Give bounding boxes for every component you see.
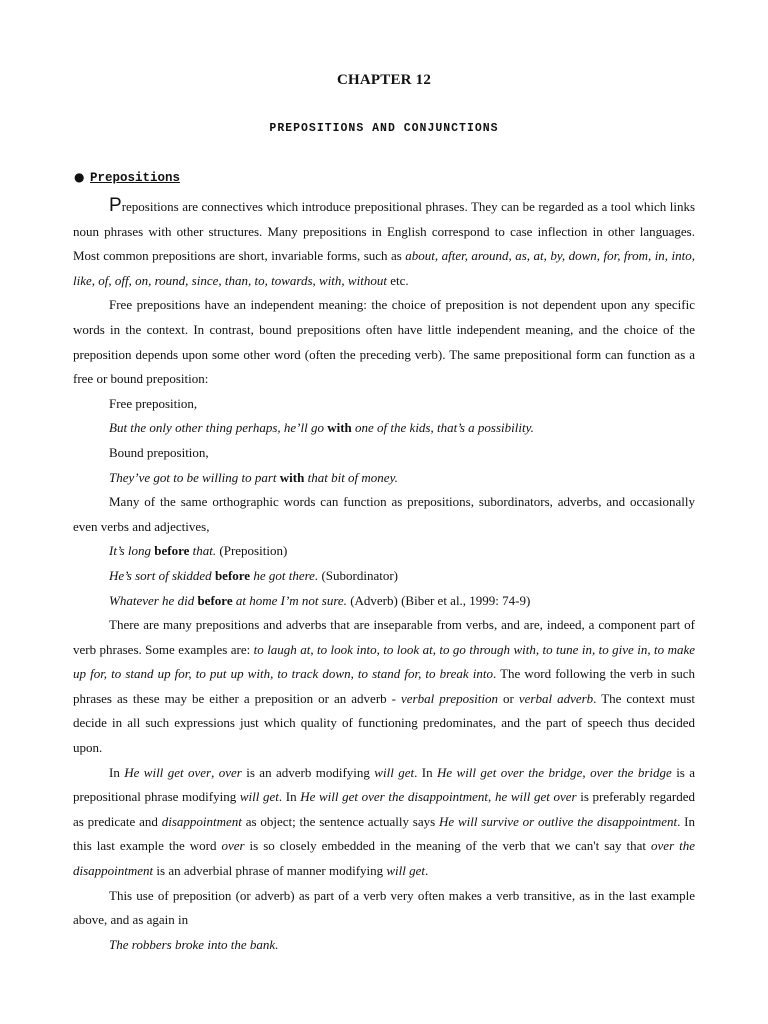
italic-term: will get	[239, 789, 279, 805]
example-adverb	[73, 589, 695, 614]
example-keyword: with	[279, 469, 305, 485]
paragraph-text: . The context must decide in all such expressions just which quality of functioning predominates, and the part of speech thus decided upon.	[73, 690, 695, 756]
paragraph-text: is an adverb modifying	[241, 764, 375, 780]
paragraph-text: is so closely embedded in the meaning of the verb that we can't say that	[244, 838, 652, 854]
example-text: he got there.	[250, 567, 319, 583]
paragraph-text: In	[109, 764, 125, 780]
example-label-bound: Bound preposition,	[109, 444, 209, 460]
example-text: at home I’m not sure.	[232, 592, 347, 608]
paragraph-text: ,	[488, 789, 495, 805]
paragraph-text: is preferably regarded as predicate and	[73, 789, 696, 829]
body-text	[73, 195, 695, 957]
paragraph-text: There are many prepositions and adverbs that are inseparable from verbs, and are, indeed, a component part of verb phrases. Some examples are:	[73, 617, 695, 657]
italic-term: will get	[386, 863, 426, 879]
italic-term: over	[221, 838, 245, 854]
italic-term: verbal preposition	[401, 690, 498, 706]
example-transitive	[73, 933, 695, 958]
example-subordinator	[73, 564, 695, 589]
italic-term: over the disappointment	[73, 838, 696, 879]
example-text: Whatever he did	[109, 592, 198, 608]
example-text: But the only other thing perhaps, he’ll go	[109, 420, 328, 436]
paragraph-text: . The word following the verb in such phrases as these may be either a preposition or an adverb -	[73, 666, 695, 706]
example-text: He’s sort of skidded	[109, 567, 215, 583]
italic-term: will get	[374, 764, 415, 780]
paragraph-text: is a prepositional phrase modifying	[73, 764, 696, 805]
paragraph-text: repositions are connectives which introduce prepositional phrases. They can be regarded as a tool which links noun phrases with other structures. Many prepositions in English correspond to case inflection in other languages. Most common prepositions are short, invariable forms, such as	[73, 199, 695, 264]
example-text: The robbers broke into the bank.	[109, 936, 279, 952]
paragraph-text: .	[425, 863, 429, 879]
preposition-list: about, after, around, as, at, by, down, for, from, in, into, like, of, off, on, round, since, than, to, towards, with, without	[73, 248, 695, 288]
paragraph-2: Free prepositions have an independent meaning: the choice of preposition is not dependent upon any specific words in the context. In contrast, bound prepositions often have little independent meaning, and the choice of the preposition depends upon some other word (often the preceding verb). The same prepositional form can function as a free or bound preposition:	[73, 297, 695, 387]
example-note: (Subordinator)	[318, 567, 398, 583]
italic-term: over the bridge	[590, 764, 672, 780]
section-heading	[74, 170, 180, 185]
chapter-subtitle: PREPOSITIONS AND CONJUNCTIONS	[269, 122, 499, 135]
example-note: (Adverb) (Biber et al., 1999: 74-9)	[346, 592, 531, 608]
example-keyword: before	[214, 567, 251, 583]
example-text: that bit of money.	[304, 469, 398, 485]
example-preposition	[73, 539, 695, 564]
italic-term: verbal adverb	[518, 690, 594, 706]
italic-term: over	[218, 764, 242, 780]
example-bound-sentence	[73, 466, 695, 491]
paragraph-text: etc.	[386, 272, 409, 288]
chapter-title: CHAPTER 12	[336, 72, 432, 88]
italic-term: He will survive or outlive the disappointment	[439, 813, 678, 829]
example-text: that.	[189, 543, 217, 559]
paragraph-text: or	[497, 690, 519, 706]
example-keyword: with	[327, 420, 352, 436]
paragraph-4	[73, 613, 695, 761]
example-keyword: before	[197, 592, 233, 608]
example-label-free: Free preposition,	[109, 395, 198, 411]
paragraph-text: ,	[211, 764, 219, 780]
italic-term: He will get over	[124, 764, 212, 780]
section-heading-label: Prepositions	[90, 171, 181, 185]
example-text: They’ve got to be willing to part	[109, 469, 280, 485]
paragraph-text: ,	[582, 764, 591, 780]
paragraph-1	[73, 195, 695, 293]
paragraph-text: . In	[278, 789, 301, 805]
example-text: one of the kids, that’s a possibility.	[351, 420, 534, 436]
italic-term: He will get over the disappointment	[300, 789, 489, 805]
verb-phrase-list: to laugh at, to look into, to look at, to go through with, to tune in, to give in, to make up for, to stand up for, to put up with, to track down, to stand for, to break into	[73, 641, 696, 682]
example-text: It’s long	[109, 543, 155, 559]
paragraph-6: This use of preposition (or adverb) as part of a verb very often makes a verb transitive, as in the last example above, and as again in	[73, 887, 695, 928]
paragraph-text: . In this last example the word	[73, 813, 696, 854]
example-keyword: before	[154, 543, 190, 559]
paragraph-text: is an adverbial phrase of manner modifying	[153, 863, 387, 879]
italic-term: He will get over the bridge	[436, 764, 583, 780]
drop-cap: P	[109, 195, 122, 216]
bullet-icon: ●	[74, 170, 85, 184]
example-free-sentence	[73, 416, 695, 441]
italic-term: disappointment	[161, 813, 242, 829]
paragraph-5	[73, 761, 695, 884]
example-note: (Preposition)	[216, 543, 288, 559]
paragraph-text: as object; the sentence actually says	[241, 813, 439, 829]
italic-term: he will get over	[494, 789, 577, 805]
paragraph-text: . In	[414, 764, 437, 780]
paragraph-3: Many of the same orthographic words can function as prepositions, subordinators, adverbs, and occasionally even verbs and adjectives,	[73, 494, 695, 534]
